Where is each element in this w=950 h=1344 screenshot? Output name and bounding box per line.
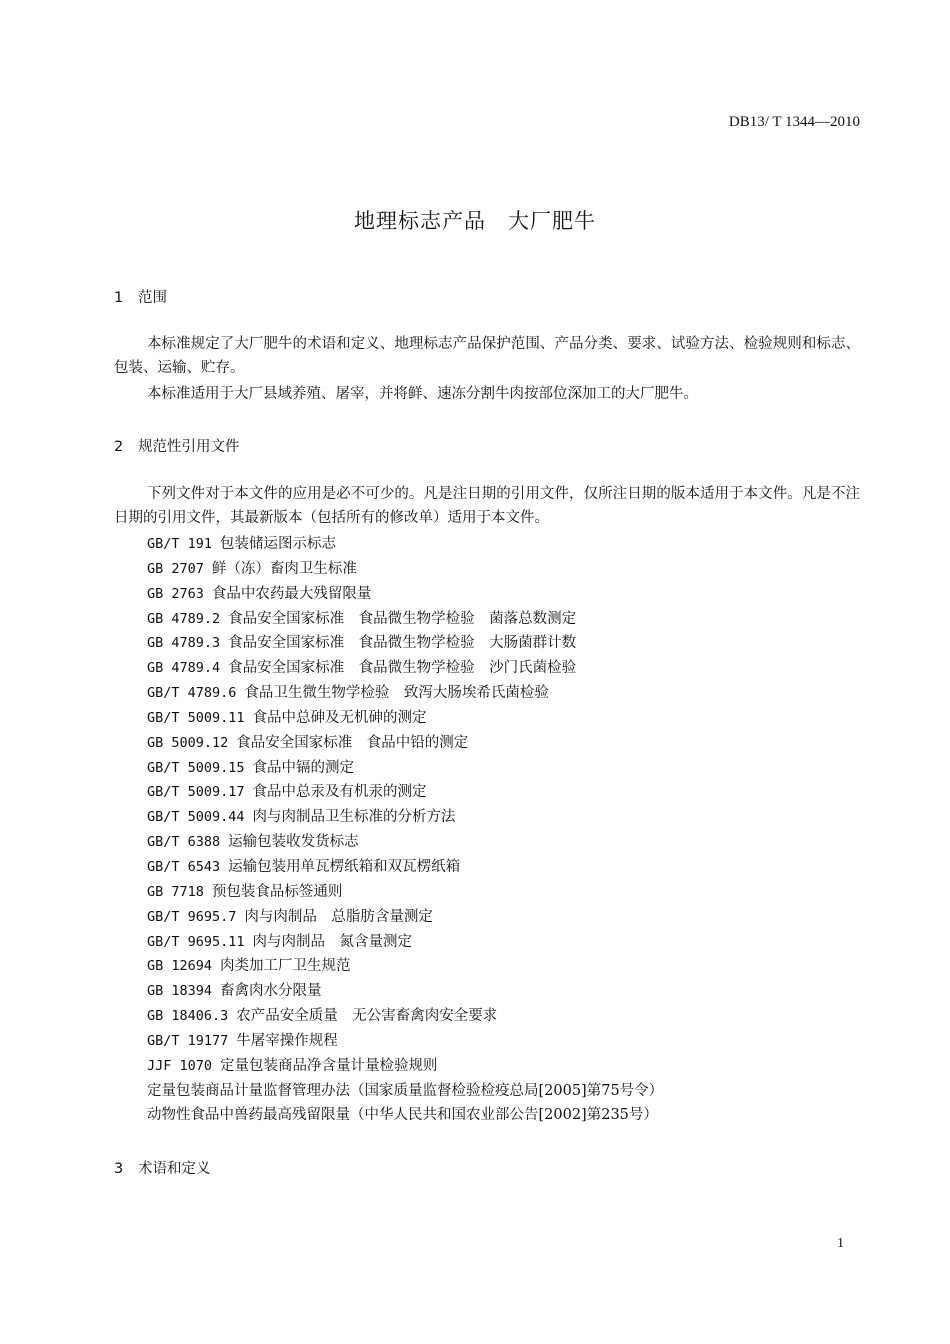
reference-item: GB/T 191 包装储运图示标志: [147, 536, 337, 552]
reference-item: 动物性食品中兽药最高残留限量（中华人民共和国农业部公告[2002]第235号）: [147, 1107, 658, 1124]
section-1-heading: [114, 286, 167, 307]
reference-list: [147, 532, 663, 1128]
reference-item: GB 2707 鲜（冻）畜肉卫生标准: [147, 560, 357, 577]
page-number: 1: [837, 1236, 844, 1251]
reference-item: GB 4789.2 食品安全国家标准 食品微生物学检验 菌落总数测定: [147, 610, 577, 627]
section-number: 2: [114, 439, 124, 455]
reference-item: GB/T 6543 运输包装用单瓦楞纸箱和双瓦楞纸箱: [147, 858, 461, 875]
reference-item: GB/T 5009.17 食品中总汞及有机汞的测定: [147, 784, 427, 801]
reference-item: GB/T 5009.15 食品中镉的测定: [147, 759, 355, 776]
section-number: 1: [114, 290, 124, 306]
section-title: 规范性引用文件: [138, 439, 240, 455]
reference-item: GB 2763 食品中农药最大残留限量: [147, 585, 372, 602]
reference-item: GB 4789.4 食品安全国家标准 食品微生物学检验 沙门氏菌检验: [147, 660, 577, 677]
reference-item: GB/T 9695.7 肉与肉制品 总脂肪含量测定: [147, 908, 433, 925]
section-title: 范围: [138, 290, 167, 306]
reference-item: GB 18406.3 农产品安全质量 无公害畜禽肉安全要求: [147, 1008, 498, 1025]
reference-item: GB 7718 预包装食品标签通则: [147, 883, 343, 900]
reference-item: GB/T 6388 运输包装收发货标志: [147, 834, 359, 851]
reference-item: GB 18394 畜禽肉水分限量: [147, 983, 322, 1000]
standard-number: DB13/ T 1344—2010: [728, 114, 860, 130]
reference-item: GB/T 4789.6 食品卫生微生物学检验 致泻大肠埃希氏菌检验: [147, 685, 549, 702]
reference-item: GB 5009.12 食品安全国家标准 食品中铅的测定: [147, 734, 469, 751]
section-number: 3: [114, 1161, 124, 1177]
reference-item: GB/T 9695.11 肉与肉制品 氮含量测定: [147, 933, 413, 950]
section-1-paragraph-2: 本标准适用于大厂县域养殖、屠宰，并将鲜、速冻分割牛肉按部位深加工的大厂肥牛。: [147, 386, 698, 402]
reference-item: GB/T 5009.11 食品中总砷及无机砷的测定: [147, 709, 427, 726]
section-2-paragraph-1: 下列文件对于本文件的应用是必不可少的。凡是注日期的引用文件，仅所注日期的版本适用于本文件。凡是不注日期的引用文件，其最新版本（包括所有的修改单）适用于本文件。: [114, 486, 860, 526]
section-2-heading: [114, 435, 240, 456]
section-title: 术语和定义: [138, 1161, 211, 1177]
reference-item: GB/T 5009.44 肉与肉制品卫生标准的分析方法: [147, 809, 456, 826]
document-title: 地理标志产品 大厂肥牛: [354, 209, 596, 233]
section-3-heading: [114, 1157, 211, 1178]
reference-item: GB/T 19177 牛屠宰操作规程: [147, 1032, 338, 1049]
reference-item: GB 12694 肉类加工厂卫生规范: [147, 958, 351, 975]
section-1-paragraph-1: 本标准规定了大厂肥牛的术语和定义、地理标志产品保护范围、产品分类、要求、试验方法、检验规则和标志、包装、运输、贮存。: [114, 336, 860, 376]
reference-item: GB 4789.3 食品安全国家标准 食品微生物学检验 大肠菌群计数: [147, 635, 577, 652]
reference-item: JJF 1070 定量包装商品净含量计量检验规则: [147, 1057, 438, 1074]
reference-item: 定量包装商品计量监督管理办法（国家质量监督检验检疫总局[2005]第75号令）: [147, 1082, 664, 1099]
